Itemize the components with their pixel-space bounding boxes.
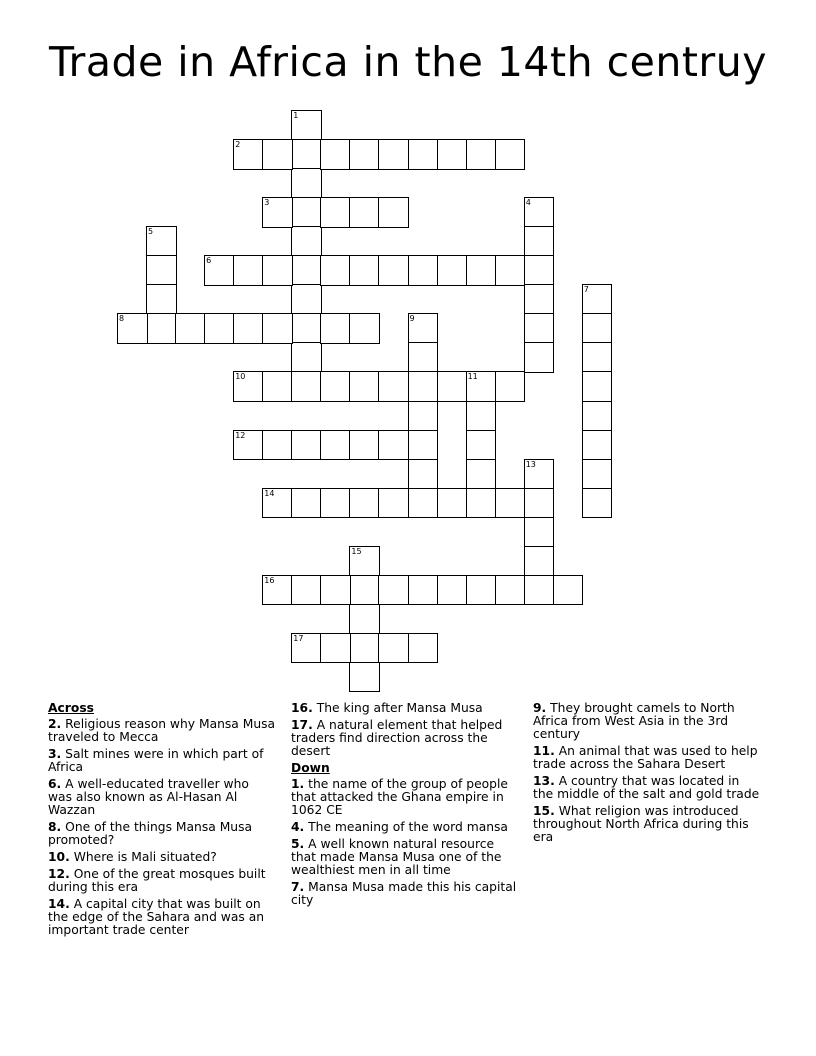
grid-cell[interactable] [437, 255, 468, 286]
grid-cell[interactable] [262, 139, 293, 170]
clue-down-7: 7. Mansa Musa made this his capital city [291, 879, 517, 908]
grid-cell[interactable] [320, 633, 351, 664]
grid-cell[interactable] [582, 401, 613, 432]
grid-cell[interactable] [408, 488, 439, 519]
grid-cell[interactable] [408, 459, 439, 490]
grid-cell[interactable] [320, 371, 351, 402]
grid-cell[interactable] [495, 575, 526, 606]
grid-cell[interactable] [320, 255, 351, 286]
grid-cell[interactable] [378, 575, 409, 606]
clue-number: 11 [467, 372, 478, 382]
clue-number: 12 [235, 430, 246, 440]
grid-cell[interactable] [233, 313, 264, 344]
clue-number: 15 [351, 546, 362, 556]
grid-cell[interactable] [349, 662, 380, 693]
grid-cell[interactable] [233, 430, 264, 461]
down-heading: Down [291, 760, 330, 775]
clue-number: 17 [293, 633, 304, 643]
grid-cell[interactable] [408, 401, 439, 432]
grid-cell[interactable] [524, 197, 555, 228]
clue-down-5: 5. A well known natural resource that made Mansa Musa one of the wealthiest men in all time [291, 836, 502, 878]
grid-cell[interactable] [524, 517, 555, 548]
clue-across-16: 16. The king after Mansa Musa [291, 701, 483, 715]
grid-cell[interactable] [378, 633, 409, 664]
grid-cell[interactable] [437, 575, 468, 606]
clue-column-3 [533, 702, 761, 848]
grid-cell[interactable] [524, 575, 555, 606]
grid-cell[interactable] [117, 313, 148, 344]
grid-cell[interactable] [408, 371, 439, 402]
grid-cell[interactable] [320, 575, 351, 606]
grid-cell[interactable] [378, 430, 409, 461]
grid-cell[interactable] [146, 313, 177, 344]
clue-down-11: 11. An animal that was used to help trade across the Sahara Desert [533, 744, 758, 772]
clue-across-14: 14. A capital city that was built on the edge of the Sahara and was an important trade center [48, 896, 265, 938]
grid-cell[interactable] [408, 139, 439, 170]
clue-number: 16 [264, 575, 275, 585]
grid-cell[interactable] [466, 459, 497, 490]
grid-cell[interactable] [582, 313, 613, 344]
grid-cell[interactable] [262, 371, 293, 402]
grid-cell[interactable] [378, 255, 409, 286]
grid-cell[interactable] [349, 488, 380, 519]
grid-cell[interactable] [291, 284, 322, 315]
grid-cell[interactable] [291, 110, 322, 141]
grid-cell[interactable] [291, 255, 322, 286]
grid-cell[interactable] [582, 284, 613, 315]
grid-cell[interactable] [320, 313, 351, 344]
grid-cell[interactable] [233, 255, 264, 286]
grid-cell[interactable] [291, 342, 322, 373]
grid-cell[interactable] [262, 313, 293, 344]
grid-cell[interactable] [204, 255, 235, 286]
clue-across-3: 3. Salt mines were in which part of Africa [48, 747, 264, 775]
clue-down-9: 9. They brought camels to North Africa from West Asia in the 3rd century [533, 701, 735, 742]
grid-cell[interactable] [349, 139, 380, 170]
grid-cell[interactable] [146, 255, 177, 286]
grid-cell[interactable] [582, 459, 613, 490]
grid-cell[interactable] [349, 371, 380, 402]
grid-cell[interactable] [524, 313, 555, 344]
grid-cell[interactable] [524, 546, 555, 577]
clue-number: 1 [293, 111, 299, 120]
grid-cell[interactable] [524, 226, 555, 257]
grid-cell[interactable] [175, 313, 206, 344]
grid-cell[interactable] [553, 575, 584, 606]
grid-cell[interactable] [262, 255, 293, 286]
grid-cell[interactable] [437, 488, 468, 519]
grid-cell[interactable] [146, 226, 177, 257]
grid-cell[interactable] [524, 342, 555, 373]
grid-cell[interactable] [378, 197, 409, 228]
grid-cell[interactable] [349, 255, 380, 286]
grid-cell[interactable] [466, 575, 497, 606]
grid-cell[interactable] [349, 633, 380, 664]
grid-cell[interactable] [466, 255, 497, 286]
grid-cell[interactable] [378, 488, 409, 519]
grid-cell[interactable] [408, 342, 439, 373]
clue-number: 13 [525, 459, 536, 469]
grid-cell[interactable] [291, 313, 322, 344]
grid-cell[interactable] [466, 371, 497, 402]
grid-cell[interactable] [466, 488, 497, 519]
grid-cell[interactable] [582, 342, 613, 373]
clue-down-4: 4. The meaning of the word mansa [291, 820, 508, 835]
grid-cell[interactable] [349, 575, 380, 606]
grid-cell[interactable] [320, 139, 351, 170]
grid-cell[interactable] [408, 575, 439, 606]
grid-cell[interactable] [495, 139, 526, 170]
grid-cell[interactable] [408, 633, 439, 664]
grid-cell[interactable] [146, 284, 177, 315]
grid-cell[interactable] [291, 371, 322, 402]
grid-cell[interactable] [291, 575, 322, 606]
clue-across-6: 6. A well-educated traveller who was also known as Al-Hasan Al Wazzan [48, 777, 249, 818]
grid-cell[interactable] [524, 255, 555, 286]
grid-cell[interactable] [349, 197, 380, 228]
clue-number: 7 [583, 285, 589, 295]
grid-cell[interactable] [349, 546, 380, 577]
grid-cell[interactable] [204, 313, 235, 344]
grid-cell[interactable] [291, 633, 322, 664]
clue-number: 5 [148, 227, 154, 237]
clue-down-15: 15. What religion was introduced throughout North Africa during this era [533, 803, 749, 845]
across-heading: Across [48, 701, 94, 715]
grid-cell[interactable] [291, 139, 322, 170]
grid-cell[interactable] [320, 197, 351, 228]
clue-number: 6 [206, 256, 212, 266]
grid-cell[interactable] [437, 371, 468, 402]
grid-cell[interactable] [349, 604, 380, 635]
grid-cell[interactable] [378, 139, 409, 170]
grid-cell[interactable] [233, 139, 264, 170]
grid-cell[interactable] [466, 401, 497, 432]
clue-down-13: 13. A country that was located in the middle of the salt and gold trade [533, 774, 760, 802]
grid-cell[interactable] [291, 168, 322, 199]
grid-cell[interactable] [466, 430, 497, 461]
page-title: Trade in Africa in the 14th centruy [48, 38, 768, 86]
grid-cell[interactable] [262, 430, 293, 461]
clue-number: 3 [264, 198, 270, 208]
grid-cell[interactable] [495, 488, 526, 519]
grid-cell[interactable] [524, 488, 555, 519]
grid-cell[interactable] [408, 255, 439, 286]
grid-cell[interactable] [291, 226, 322, 257]
grid-cell[interactable] [349, 430, 380, 461]
clue-across-10: 10. Where is Mali situated? [48, 850, 217, 865]
grid-cell[interactable] [349, 313, 380, 344]
clue-number: 9 [409, 314, 415, 324]
clue-number: 10 [235, 372, 246, 382]
grid-cell[interactable] [524, 459, 555, 490]
clue-across-12: 12. One of the great mosques built during this era [48, 866, 266, 894]
grid-cell[interactable] [466, 139, 497, 170]
clue-across-2: 2. Religious reason why Mansa Musa traveled to Mecca [48, 717, 276, 745]
clue-down-1: 1. the name of the group of people that attacked the Ghana empire in 1062 CE [291, 777, 508, 818]
clue-across-17: 17. A natural element that helped traders find direction across the desert [291, 717, 503, 759]
grid-cell[interactable] [408, 430, 439, 461]
clue-column-2 [291, 702, 519, 911]
grid-cell[interactable] [291, 488, 322, 519]
grid-cell[interactable] [262, 488, 293, 519]
grid-cell[interactable] [262, 197, 293, 228]
grid-cell[interactable] [582, 430, 613, 461]
clue-across-8: 8. One of the things Mansa Musa promoted? [48, 820, 253, 848]
clue-number: 4 [525, 198, 531, 208]
clue-number: 2 [235, 140, 241, 150]
grid-cell[interactable] [582, 488, 613, 519]
grid-cell[interactable] [495, 255, 526, 286]
grid-cell[interactable] [320, 488, 351, 519]
grid-cell[interactable] [582, 371, 613, 402]
grid-cell[interactable] [495, 371, 526, 402]
grid-cell[interactable] [291, 430, 322, 461]
grid-cell[interactable] [320, 430, 351, 461]
grid-cell[interactable] [233, 371, 264, 402]
grid-cell[interactable] [408, 313, 439, 344]
clue-number: 8 [119, 314, 125, 324]
grid-cell[interactable] [291, 197, 322, 228]
clue-number: 14 [264, 488, 275, 498]
grid-cell[interactable] [378, 371, 409, 402]
grid-cell[interactable] [524, 284, 555, 315]
grid-cell[interactable] [437, 139, 468, 170]
grid-cell[interactable] [262, 575, 293, 606]
clue-column-1 [48, 702, 276, 941]
